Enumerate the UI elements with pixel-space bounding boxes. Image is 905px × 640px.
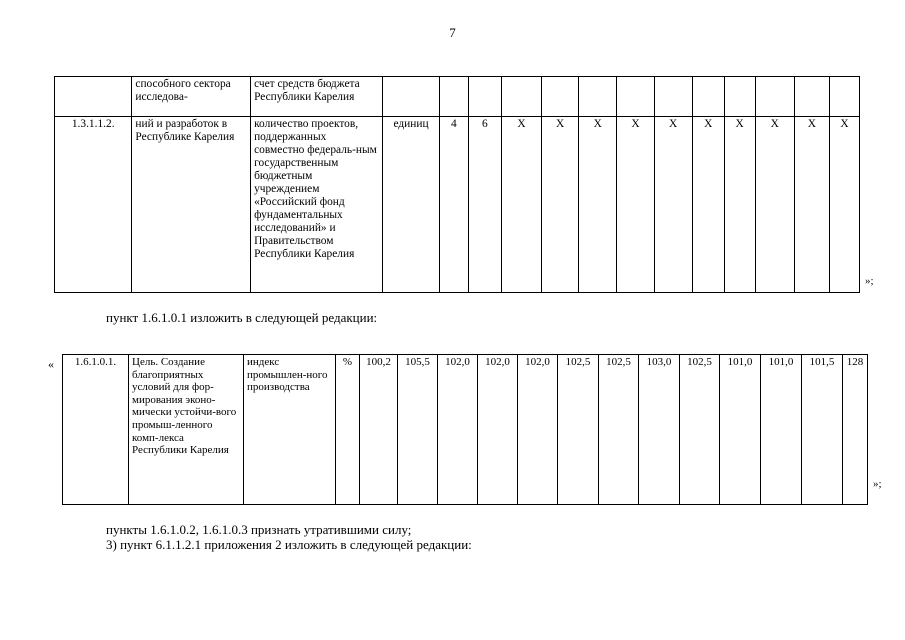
value-cell: 6 bbox=[468, 117, 501, 293]
value-cell bbox=[654, 77, 692, 117]
value-cell: 102,0 bbox=[518, 355, 558, 505]
value-cell: 102,5 bbox=[599, 355, 639, 505]
table-row bbox=[63, 355, 868, 505]
unit-cell: % bbox=[336, 355, 360, 505]
unit-cell bbox=[383, 77, 440, 117]
value-cell: 4 bbox=[439, 117, 468, 293]
indicator-cell: счет средств бюджета Республики Карелия bbox=[251, 77, 383, 117]
value-cell: 101,0 bbox=[720, 355, 761, 505]
value-cell: Х bbox=[501, 117, 541, 293]
value-cell: 102,0 bbox=[478, 355, 518, 505]
value-cell bbox=[692, 77, 724, 117]
value-cell: 105,5 bbox=[398, 355, 438, 505]
row-number: 1.6.1.0.1. bbox=[63, 355, 129, 505]
value-cell bbox=[501, 77, 541, 117]
indicator-cell: индекс промышлен-ного производства bbox=[244, 355, 336, 505]
value-cell: 102,0 bbox=[438, 355, 478, 505]
value-cell bbox=[829, 77, 859, 117]
paragraph: 3) пункт 6.1.1.2.1 приложения 2 изложить в следующей редакции: bbox=[106, 537, 472, 552]
value-cell: 102,5 bbox=[558, 355, 599, 505]
value-cell bbox=[542, 77, 579, 117]
page-number: 7 bbox=[449, 25, 456, 40]
unit-cell: единиц bbox=[383, 117, 440, 293]
value-cell bbox=[579, 77, 617, 117]
program-cell: способного сектора исследова- bbox=[132, 77, 251, 117]
table-row bbox=[55, 77, 860, 117]
value-cell: 100,2 bbox=[360, 355, 398, 505]
closing-quote: »; bbox=[865, 275, 874, 287]
closing-quote: »; bbox=[873, 478, 882, 490]
table-indicators-1 bbox=[54, 76, 860, 293]
value-cell bbox=[794, 77, 829, 117]
value-cell: Х bbox=[829, 117, 859, 293]
paragraph: пункт 1.6.1.0.1 изложить в следующей редакции: bbox=[106, 310, 378, 325]
value-cell bbox=[468, 77, 501, 117]
indicator-cell: количество проектов, поддержанных совместно федераль-ным государственным бюджетным учреждением «Российский фонд фундаментальных исследований» и Правительством Республики Карелия bbox=[251, 117, 383, 293]
value-cell: Х bbox=[755, 117, 794, 293]
paragraph: пункты 1.6.1.0.2, 1.6.1.0.3 признать утратившими силу; bbox=[106, 522, 412, 537]
value-cell bbox=[755, 77, 794, 117]
opening-quote: « bbox=[48, 357, 54, 371]
program-cell: Цель. Создание благоприятных условий для фор-мирования эконо-мически устойчи-вого промыш-ленного комп-лекса Республики Карелия bbox=[129, 355, 244, 505]
value-cell: Х bbox=[542, 117, 579, 293]
value-cell: 101,0 bbox=[761, 355, 802, 505]
value-cell: Х bbox=[654, 117, 692, 293]
row-number: 1.3.1.1.2. bbox=[55, 117, 132, 293]
value-cell: Х bbox=[617, 117, 654, 293]
value-cell: 103,0 bbox=[639, 355, 680, 505]
table-indicators-2 bbox=[62, 354, 868, 505]
table-row bbox=[55, 117, 860, 293]
value-cell bbox=[617, 77, 654, 117]
program-cell: ний и разработок в Республике Карелия bbox=[132, 117, 251, 293]
value-cell bbox=[724, 77, 755, 117]
value-cell: Х bbox=[579, 117, 617, 293]
value-cell: Х bbox=[692, 117, 724, 293]
value-cell bbox=[439, 77, 468, 117]
row-number bbox=[55, 77, 132, 117]
value-cell: Х bbox=[794, 117, 829, 293]
value-cell: Х bbox=[724, 117, 755, 293]
value-cell: 102,5 bbox=[680, 355, 720, 505]
value-cell: 101,5 bbox=[802, 355, 843, 505]
value-cell: 128 bbox=[843, 355, 868, 505]
